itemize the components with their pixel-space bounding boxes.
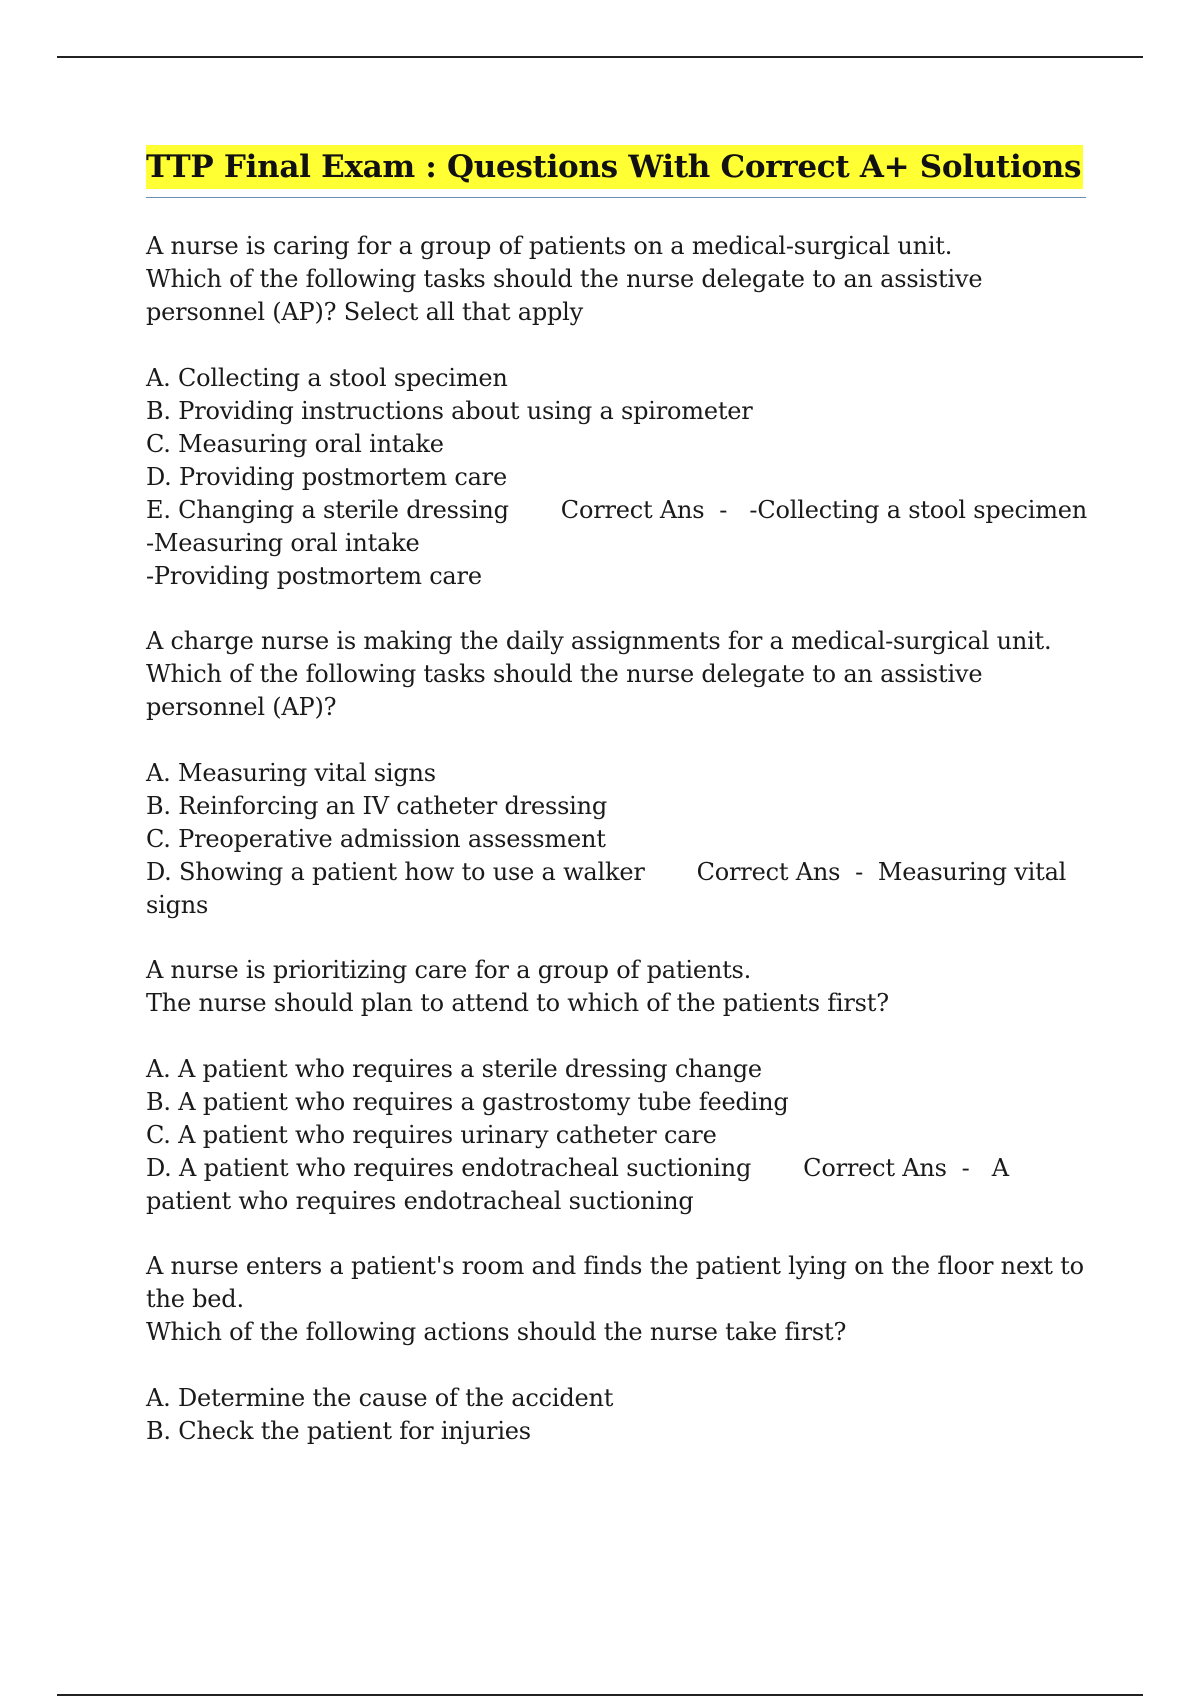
page-bottom-rule: [57, 1694, 1143, 1696]
page-title: TTP Final Exam : Questions With Correct A+ Solutions: [146, 145, 1083, 189]
answer-option: D. Showing a patient how to use a walker: [146, 858, 645, 886]
correct-answer-continuation: -Measuring oral intake: [146, 529, 420, 557]
answer-option: C. A patient who requires urinary catheter care: [146, 1121, 717, 1149]
answer-option-with-correct: [146, 494, 1091, 527]
answer-option: D. Providing postmortem care: [146, 463, 507, 491]
question-stem-line: A charge nurse is making the daily assignments for a medical-surgical unit.: [146, 627, 1052, 655]
question-1: [146, 230, 1091, 593]
answer-option: A. Collecting a stool specimen: [146, 364, 508, 392]
answer-option: B. Providing instructions about using a spirometer: [146, 397, 753, 425]
question-4: [146, 1250, 1091, 1448]
question-stem-line: Which of the following tasks should the nurse delegate to an assistive: [146, 265, 983, 293]
answer-option: E. Changing a sterile dressing: [146, 496, 509, 524]
correct-answer-continuation: -Providing postmortem care: [146, 562, 482, 590]
question-stem-line: personnel (AP)? Select all that apply: [146, 298, 584, 326]
answer-option-with-correct: [146, 856, 1091, 889]
answer-options: [146, 1382, 1091, 1448]
question-2: [146, 625, 1091, 922]
answer-option: B. A patient who requires a gastrostomy tube feeding: [146, 1088, 789, 1116]
correct-answer-continuation: signs: [146, 891, 209, 919]
question-stem-line: The nurse should plan to attend to which of the patients first?: [146, 989, 889, 1017]
title-block: [146, 145, 1086, 198]
answer-option: B. Check the patient for injuries: [146, 1417, 531, 1445]
answer-option: A. A patient who requires a sterile dressing change: [146, 1055, 762, 1083]
correct-answer-continuation: patient who requires endotracheal suctioning: [146, 1187, 694, 1215]
answer-option-with-correct: [146, 1152, 1091, 1185]
document-body: [146, 145, 1091, 1448]
question-stem-line: the bed.: [146, 1285, 244, 1313]
question-stem-line: Which of the following tasks should the nurse delegate to an assistive: [146, 660, 983, 688]
answer-options: [146, 1053, 1091, 1218]
question-stem-line: A nurse is prioritizing care for a group of patients.: [146, 956, 752, 984]
question-stem-line: A nurse enters a patient's room and finds the patient lying on the floor next to: [146, 1252, 1084, 1280]
question-stem-line: personnel (AP)?: [146, 693, 337, 721]
answer-option: C. Measuring oral intake: [146, 430, 444, 458]
correct-answer-label: Correct Ans - -Collecting a stool specimen: [560, 496, 1088, 524]
correct-answer-label: Correct Ans - A: [803, 1154, 1009, 1182]
question-stem-line: Which of the following actions should the nurse take first?: [146, 1318, 847, 1346]
correct-answer-label: Correct Ans - Measuring vital: [696, 858, 1067, 886]
answer-option: D. A patient who requires endotracheal suctioning: [146, 1154, 752, 1182]
answer-options: [146, 362, 1091, 593]
question-3: [146, 954, 1091, 1218]
question-stem-line: A nurse is caring for a group of patients on a medical-surgical unit.: [146, 232, 953, 260]
answer-option: A. Measuring vital signs: [146, 759, 436, 787]
answer-option: A. Determine the cause of the accident: [146, 1384, 614, 1412]
answer-options: [146, 757, 1091, 922]
answer-option: C. Preoperative admission assessment: [146, 825, 606, 853]
answer-option: B. Reinforcing an IV catheter dressing: [146, 792, 608, 820]
page-top-rule: [57, 56, 1143, 58]
